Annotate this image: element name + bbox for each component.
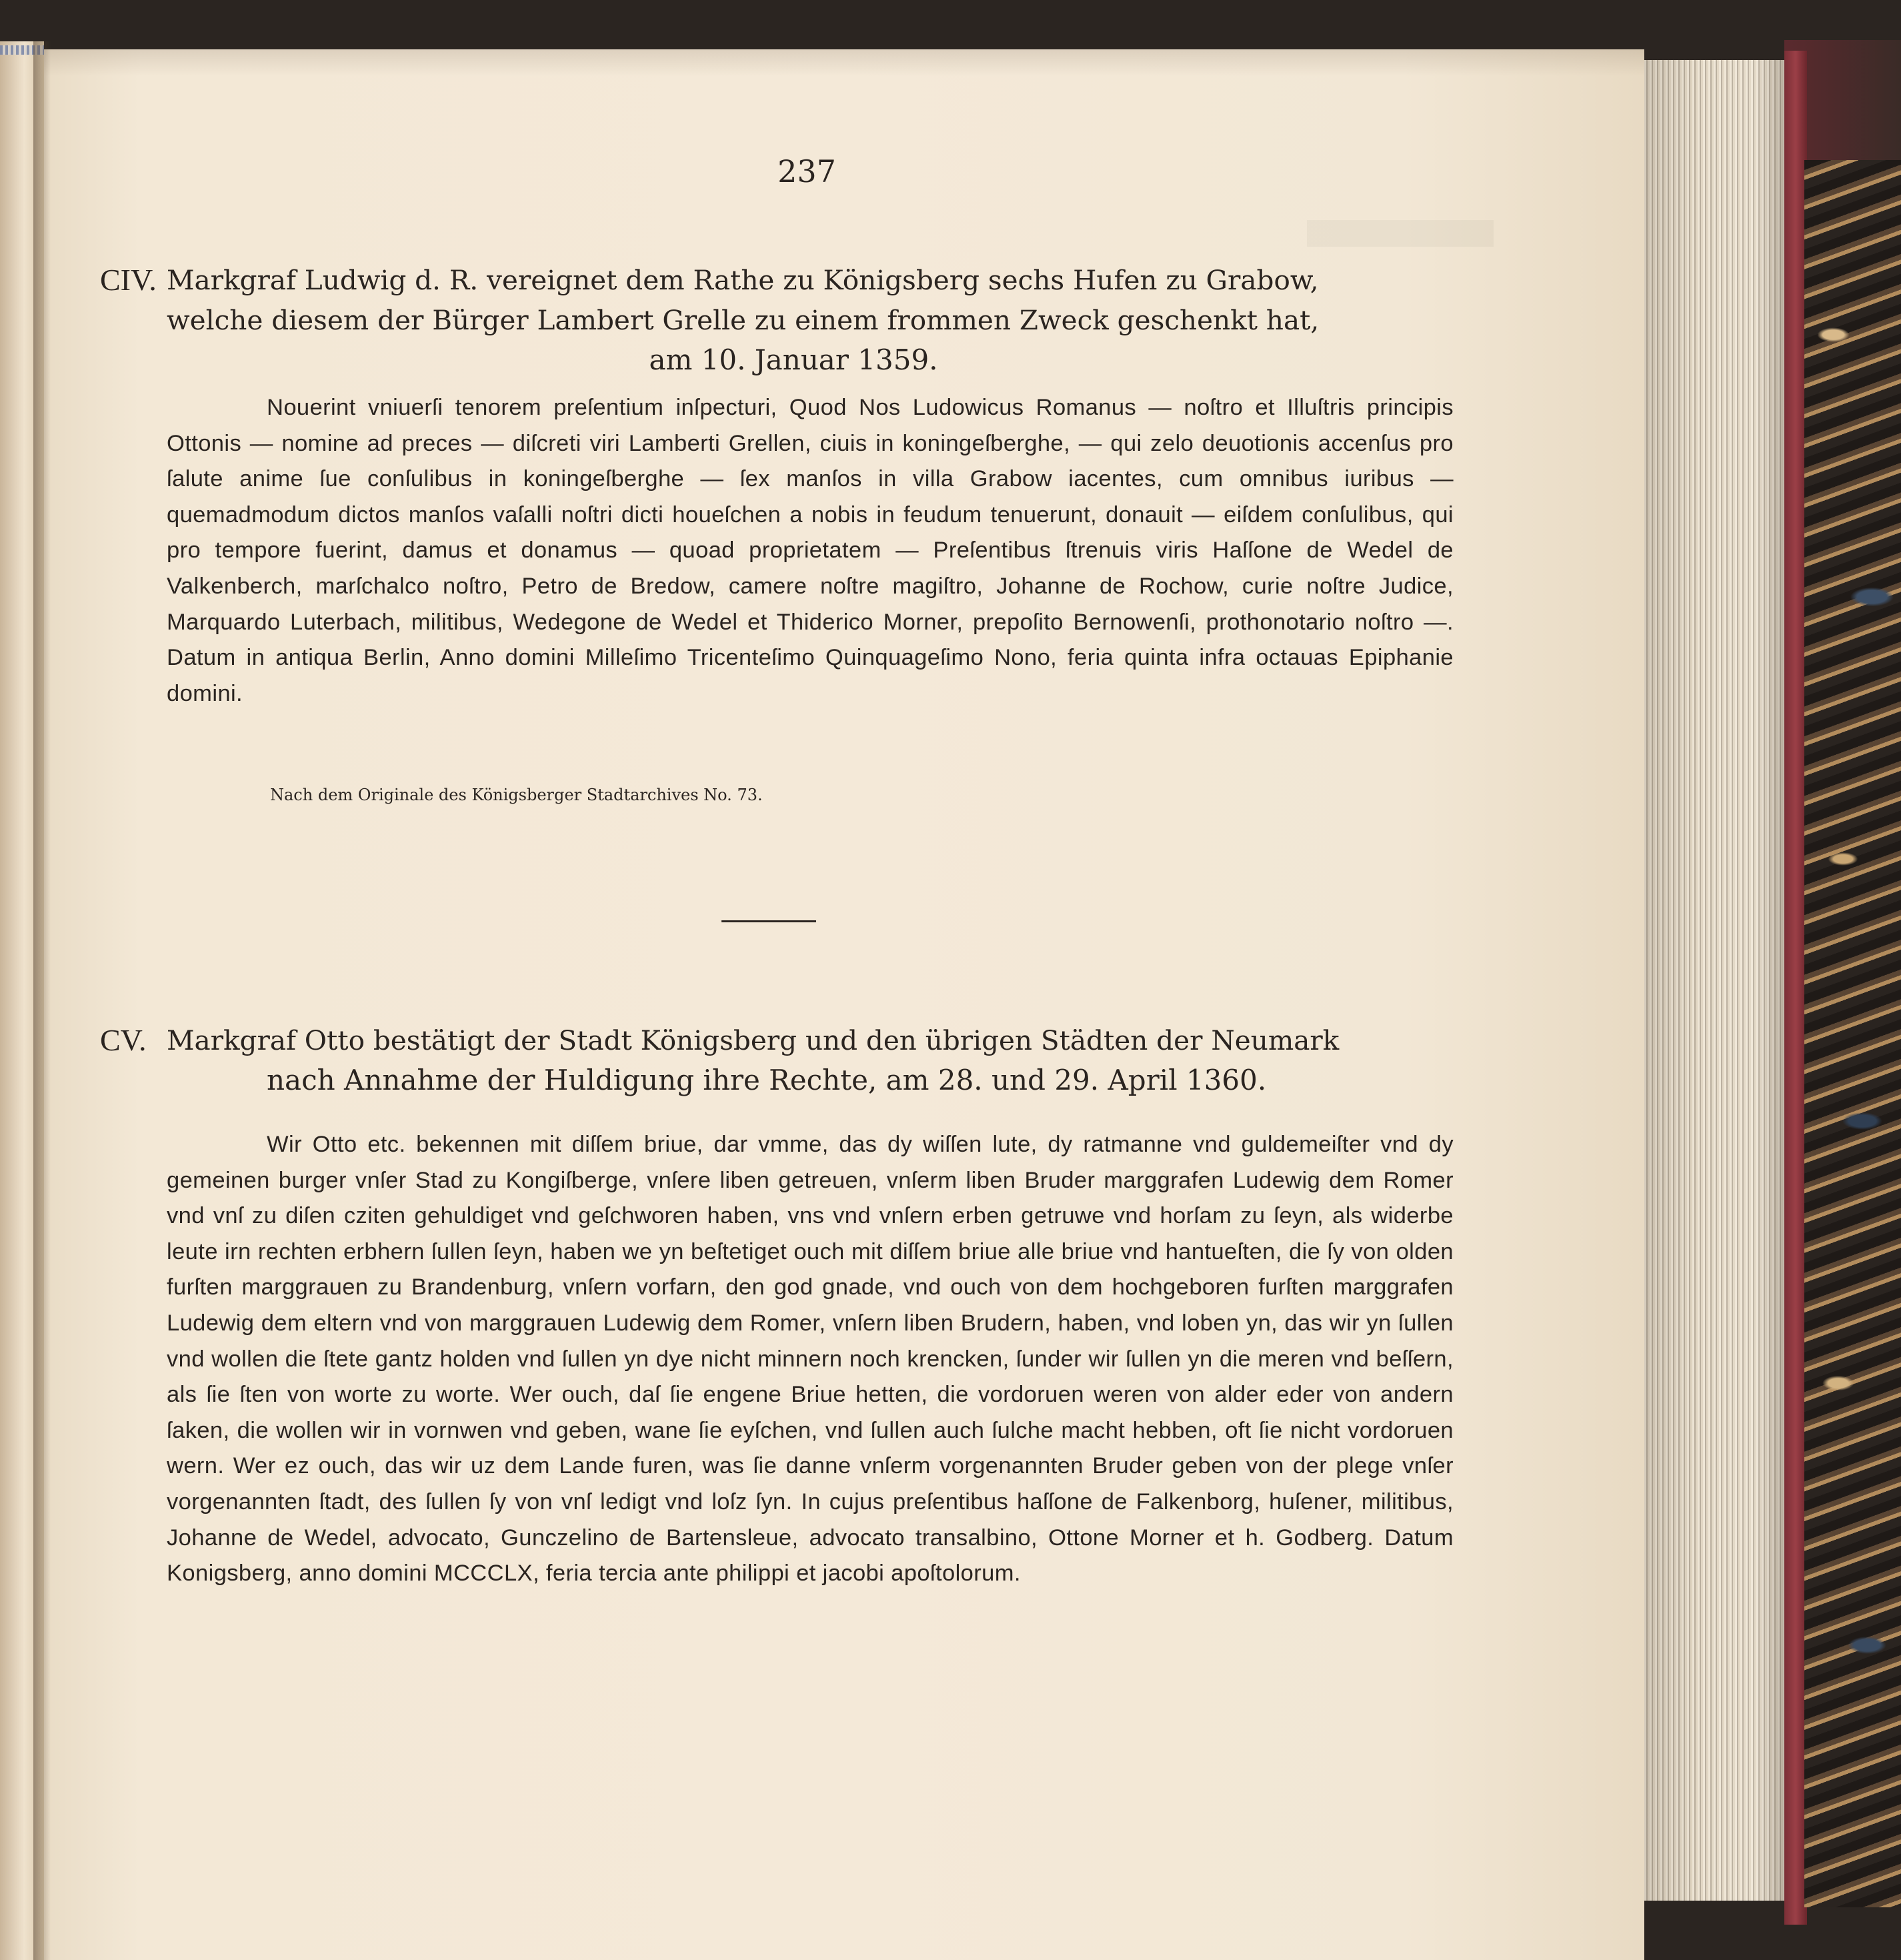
heading-line: Markgraf Otto bestätigt der Stadt Königsberg und den übrigen Städten der Neumark (167, 1024, 1340, 1056)
section-heading-cv (100, 1020, 1420, 1100)
gutter-shadow (33, 41, 51, 1960)
section-divider (721, 920, 816, 922)
page-block-shade (1644, 60, 1784, 1901)
page-top-shadow (44, 49, 1644, 76)
page-number: 237 (777, 153, 836, 189)
heading-line: nach Annahme der Huldigung ihre Rechte, am 28. und 29. April 1360. (267, 1064, 1267, 1096)
section-body-civ: Nouerint vniuerſi tenorem preſentium inſpecturi, Quod Nos Ludowicus Romanus — noſtro et Illuſtris principis Ottonis — nomine ad preces — diſcreti viri Lamberti Grellen, ciuis in koningeſberghe, — qui zelo deuotionis accenſus pro ſalute anime ſue conſulibus in koningeſberghe — ſex manſos in villa Grabow iacentes, cum omnibus iuribus — quemadmodum dictos manſos vaſalli noſtri dicti houeſchen a nobis in feudum tenuerunt, donauit — eiſdem conſulibus, qui pro tempore fuerint, damus et donamus — quoad proprietatem — Preſentibus ſtrenuis viris Haſſone de Wedel de Valkenberch, marſchalco noſtro, Petro de Bredow, camere noſtre magiſtro, Johanne de Rochow, curie noſtre Judice, Marquardo Luterbach, militibus, Wedegone de Wedel et Thiderico Morner, prepoſito Bernowenſi, prothonotario noſtro —. Datum in antiqua Berlin, Anno domini Milleſimo Tricenteſimo Quinquageſimo Nono, feria quinta infra octauas Epiphanie domini. (167, 395, 1454, 706)
section-numeral: CIV. (100, 263, 157, 297)
marbled-cover-edge (1804, 160, 1901, 1907)
bleed-through (1307, 220, 1494, 247)
binding-spine-leather (1784, 51, 1807, 1925)
section-body-cv: Wir Otto etc. bekennen mit diſſem briue, dar vmme, das dy wiſſen lute, dy ratmanne vnd guldemeiſter vnd dy gemeinen burger vnſer Stad zu Kongiſberge, vnſere liben getreuen, vnſerm liben Bruder marggrafen Ludewig dem Romer vnd vnſ zu diſen cziten gehuldiget vnd geſchworen haben, vns vnd vnſern erben getruwe vnd horſam zu ſeyn, als widerbe leute irn rechten erbhern ſullen ſeyn, haben we yn beſtetiget ouch mit diſſem briue alle briue vnd hantueſten, die ſy von olden furſten marggrauen zu Brandenburg, vnſern vorfarn, den god gnade, vnd ouch von dem hochgeboren furſten marggrafen Ludewig dem eltern vnd von marggrauen Ludewig dem Romer, vnſern liben Brudern, haben, vnd loben yn, das wir yn ſullen vnd wollen die ſtete gantz holden vnd ſullen yn dye nicht minnern noch krencken, ſunder wir ſullen yn die meren vnd beſſern, als ſie ſten von worte zu worte. Wer ouch, daſ ſie engene Briue hetten, die vordoruen weren von alder eder von andern ſaken, die wollen wir in vornwen vnd geben, wane ſie eyſchen, vnd ſullen auch ſulche macht hebben, oft ſie nicht vordoruen wern. Wer ez ouch, das wir uz dem Lande furen, was ſie danne vnſerm vorgenannten Bruder geben von der plege vnſer vorgenannten ſtadt, des ſullen ſy von vnſ ledigt vnd loſz ſyn. In cujus preſentibus haſſone de Falkenborg, huſener, militibus, Johanne de Wedel, advocato, Gunczelino de Bartensleue, advocato transalbino, Ottone Morner et h. Godberg. Datum Konigsberg, anno domini MCCCLX, feria tercia ante philippi et jacobi apoſtolorum. (167, 1132, 1454, 1587)
section-numeral: CV. (100, 1023, 147, 1057)
section-heading-civ (100, 260, 1420, 380)
source-note: Nach dem Originale des Königsberger Stadtarchives No. 73. (270, 786, 763, 804)
heading-line: Markgraf Ludwig d. R. vereignet dem Rathe zu Königsberg sechs Hufen zu Grabow, (167, 264, 1319, 296)
heading-line: am 10. Januar 1359. (649, 343, 938, 376)
heading-line: welche diesem der Bürger Lambert Grelle zu einem frommen Zweck geschenkt hat, (167, 304, 1320, 336)
